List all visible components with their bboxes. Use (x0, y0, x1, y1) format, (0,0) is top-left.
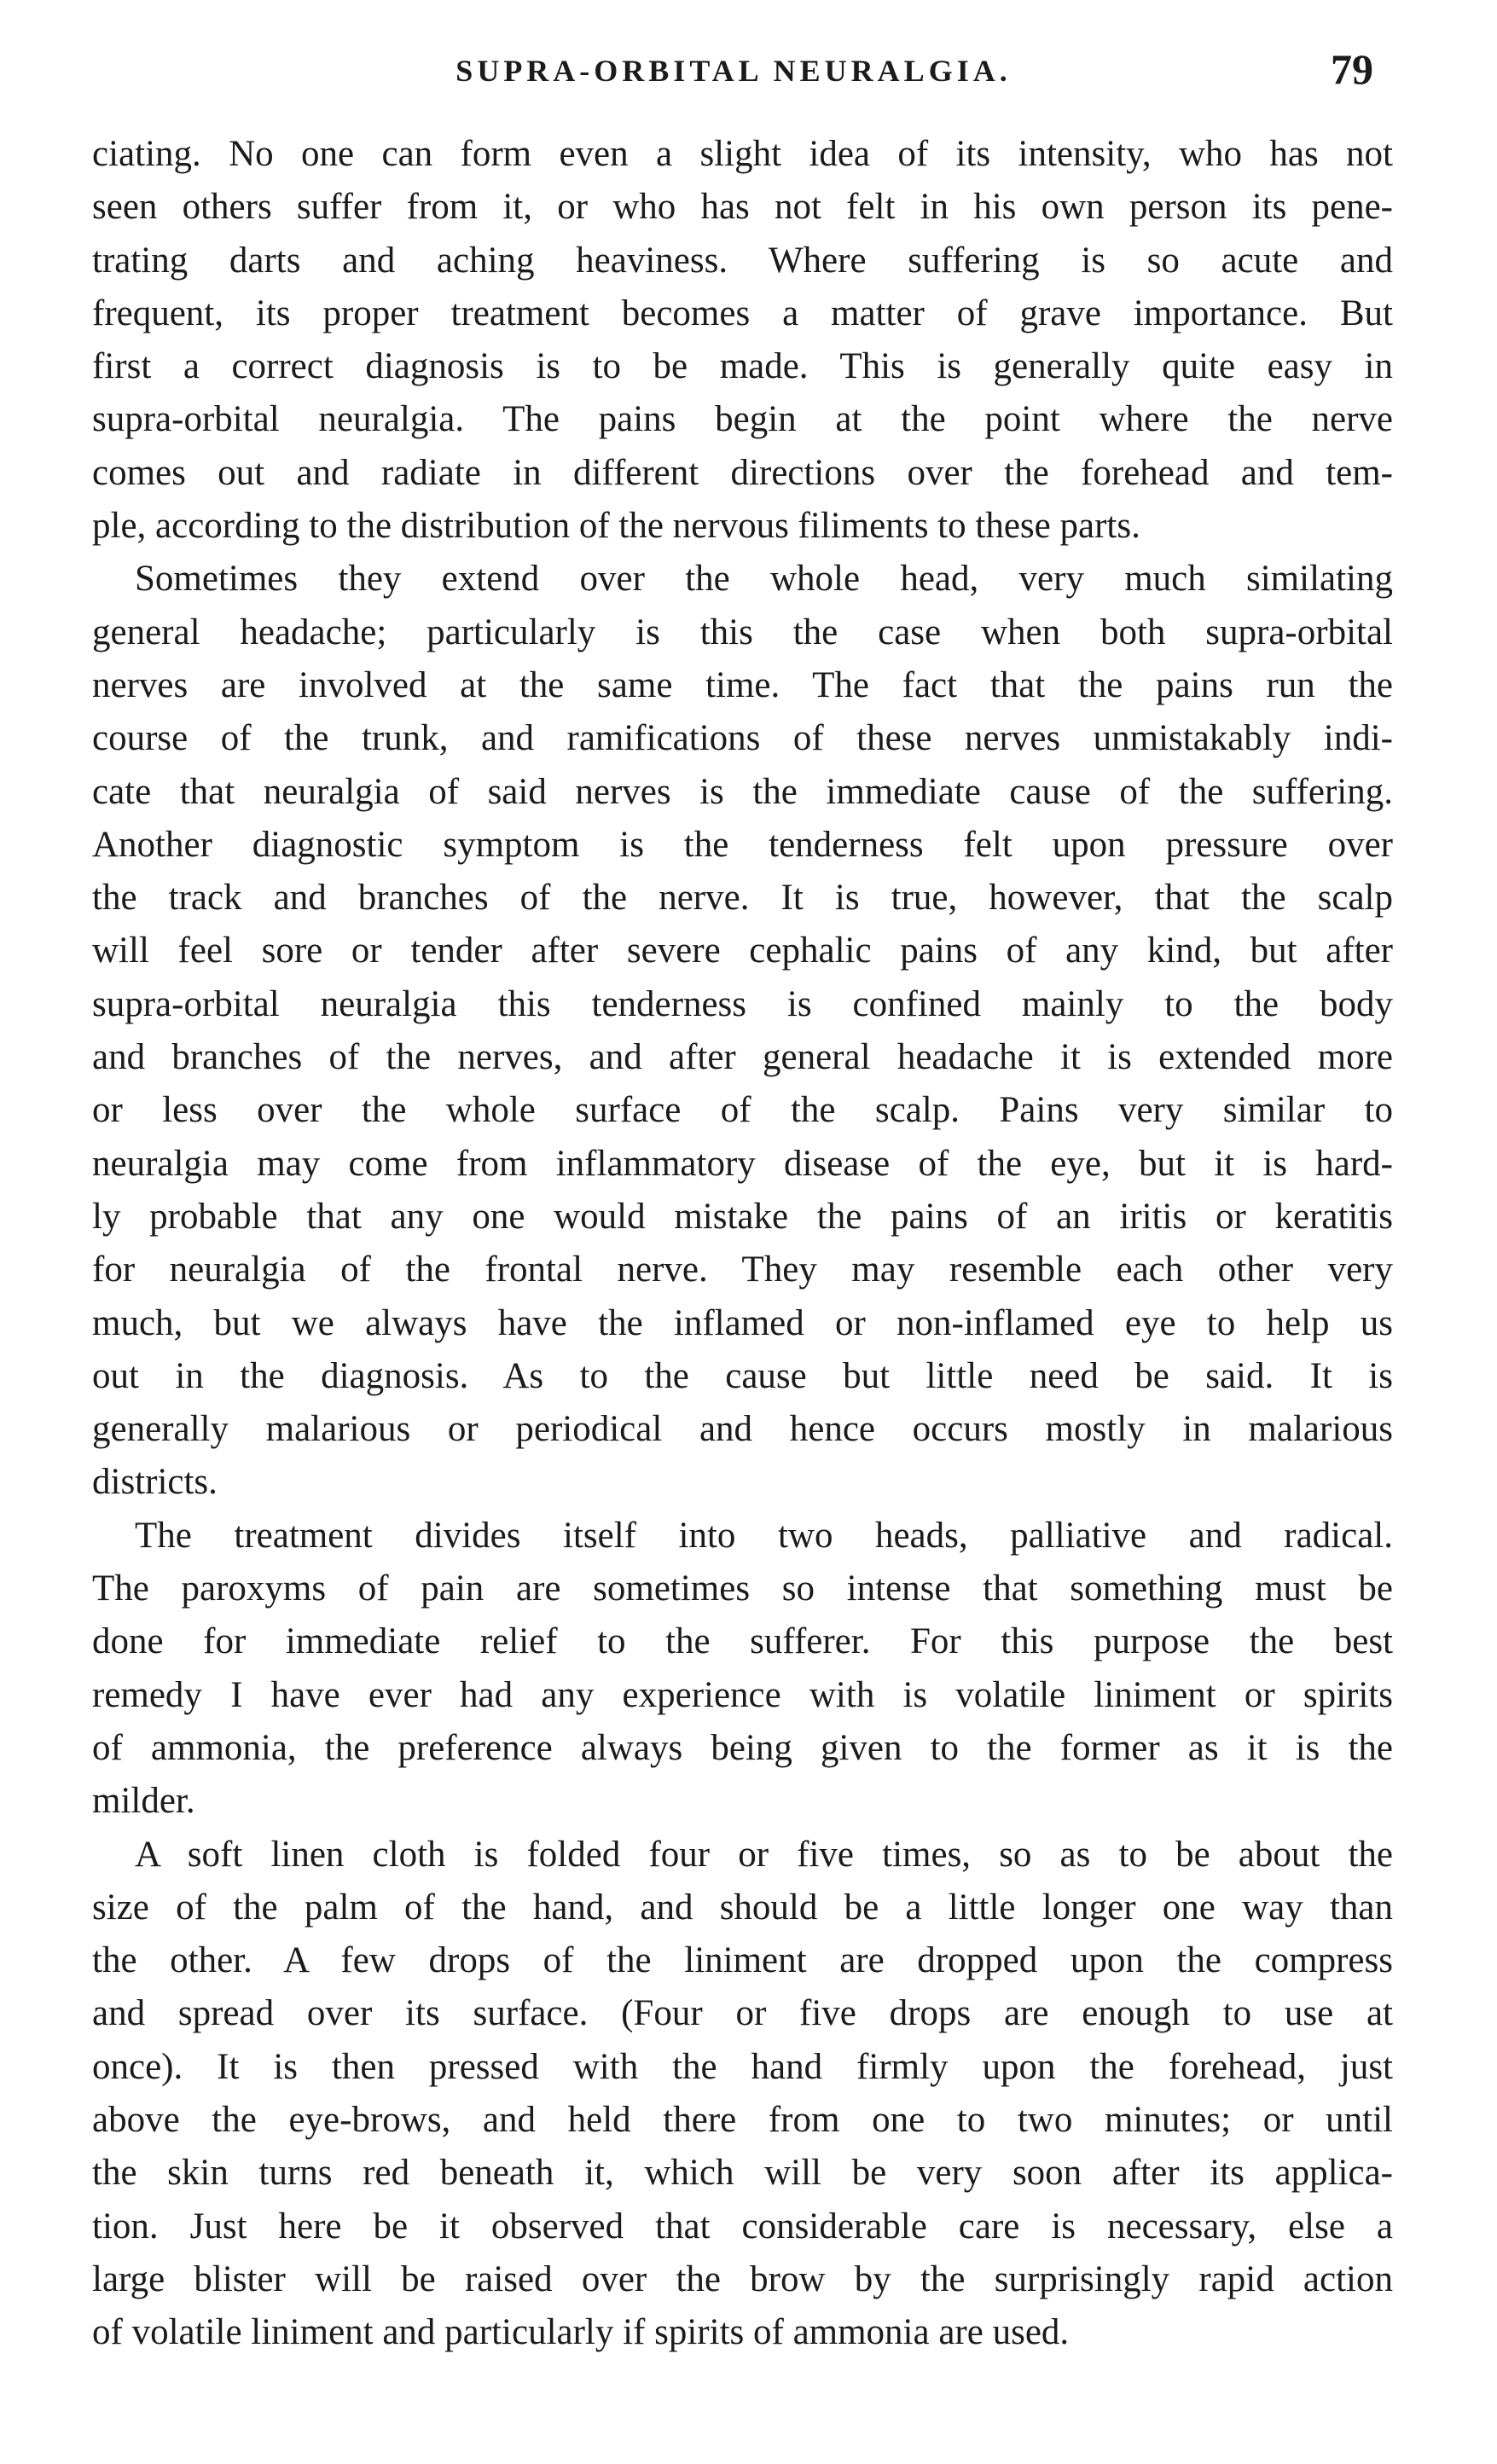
paragraph (92, 553, 1393, 1509)
text-line: done for immediate relief to the sufferer. For this purpose the best (92, 1621, 1393, 1662)
text-line: size of the palm of the hand, and should be a little longer one way than (92, 1887, 1393, 1928)
text-line: The treatment divides itself into two heads, palliative and radical. (135, 1515, 1393, 1556)
text-line: milder. (92, 1781, 195, 1822)
text-line: much, but we always have the inflamed or non-inflamed eye to help us (92, 1302, 1393, 1343)
text-line: once). It is then pressed with the hand firmly upon the forehead, just (92, 2046, 1393, 2087)
text-line: The paroxyms of pain are sometimes so intense that something must be (92, 1568, 1393, 1609)
text-line: of ammonia, the preference always being given to the former as it is the (92, 1727, 1393, 1768)
text-line: ple, according to the distribution of the nervous filiments to these parts. (92, 506, 1140, 547)
text-line: above the eye-brows, and held there from one to two minutes; or until (92, 2099, 1393, 2140)
text-line: ly probable that any one would mistake the pains of an iritis or keratitis (92, 1196, 1393, 1237)
paragraph (92, 1510, 1393, 1829)
text-line: will feel sore or tender after severe cephalic pains of any kind, but after (92, 931, 1393, 971)
text-line: of volatile liniment and particularly if spirits of ammonia are used. (92, 2312, 1070, 2353)
running-head (94, 45, 1373, 104)
text-line: for neuralgia of the frontal nerve. They may resemble each other very (92, 1249, 1393, 1290)
text-line: districts. (92, 1462, 218, 1503)
text-line: seen others suffer from it, or who has not felt in his own person its pene- (92, 187, 1393, 228)
body-text (92, 128, 1393, 2359)
text-line: remedy I have ever had any experience with is volatile liniment or spirits (92, 1674, 1393, 1715)
text-line: general headache; particularly is this the case when both supra-orbital (92, 612, 1393, 652)
text-line: neuralgia may come from inflammatory disease of the eye, but it is hard- (92, 1143, 1393, 1184)
text-line: out in the diagnosis. As to the cause but little need be said. It is (92, 1355, 1393, 1396)
text-line: supra-orbital neuralgia this tenderness is confined mainly to the body (92, 983, 1393, 1024)
text-line: and spread over its surface. (Four or five drops are enough to use at (92, 1993, 1393, 2034)
text-line: first a correct diagnosis is to be made. This is generally quite easy in (92, 346, 1393, 387)
text-line: Sometimes they extend over the whole head, very much similating (135, 559, 1393, 600)
text-line: Another diagnostic symptom is the tenderness felt upon pressure over (92, 824, 1393, 865)
text-line: comes out and radiate in different directions over the forehead and tem- (92, 452, 1393, 493)
text-line: A soft linen cloth is folded four or five times, so as to be about the (135, 1834, 1393, 1875)
text-line: the track and branches of the nerve. It is true, however, that the scalp (92, 878, 1393, 919)
running-title: SUPRA-ORBITAL NEURALGIA. (455, 54, 1012, 88)
text-line: course of the trunk, and ramifications of these nerves unmistakably indi- (92, 718, 1393, 759)
text-line: cate that neuralgia of said nerves is the immediate cause of the suffering. (92, 771, 1393, 812)
text-line: tion. Just here be it observed that considerable care is necessary, else a (92, 2206, 1393, 2247)
text-line: supra-orbital neuralgia. The pains begin at the point where the nerve (92, 399, 1393, 440)
text-line: the skin turns red beneath it, which will be very soon after its applica- (92, 2153, 1393, 2194)
text-line: generally malarious or periodical and hence occurs mostly in malarious (92, 1409, 1393, 1450)
text-line: trating darts and aching heaviness. Where suffering is so acute and (92, 240, 1393, 281)
paragraph (92, 1829, 1393, 2360)
text-line: the other. A few drops of the liniment are dropped upon the compress (92, 1940, 1393, 1981)
page-number: 79 (1331, 45, 1373, 93)
text-line: nerves are involved at the same time. The fact that the pains run the (92, 664, 1393, 705)
text-line: large blister will be raised over the brow by the surprisingly rapid action (92, 2258, 1393, 2299)
text-line: or less over the whole surface of the scalp. Pains very similar to (92, 1090, 1393, 1131)
text-line: frequent, its proper treatment becomes a matter of grave importance. But (92, 293, 1393, 333)
text-line: ciating. No one can form even a slight idea of its intensity, who has not (92, 134, 1393, 174)
paragraph (92, 128, 1393, 553)
text-line: and branches of the nerves, and after general headache it is extended more (92, 1037, 1393, 1078)
